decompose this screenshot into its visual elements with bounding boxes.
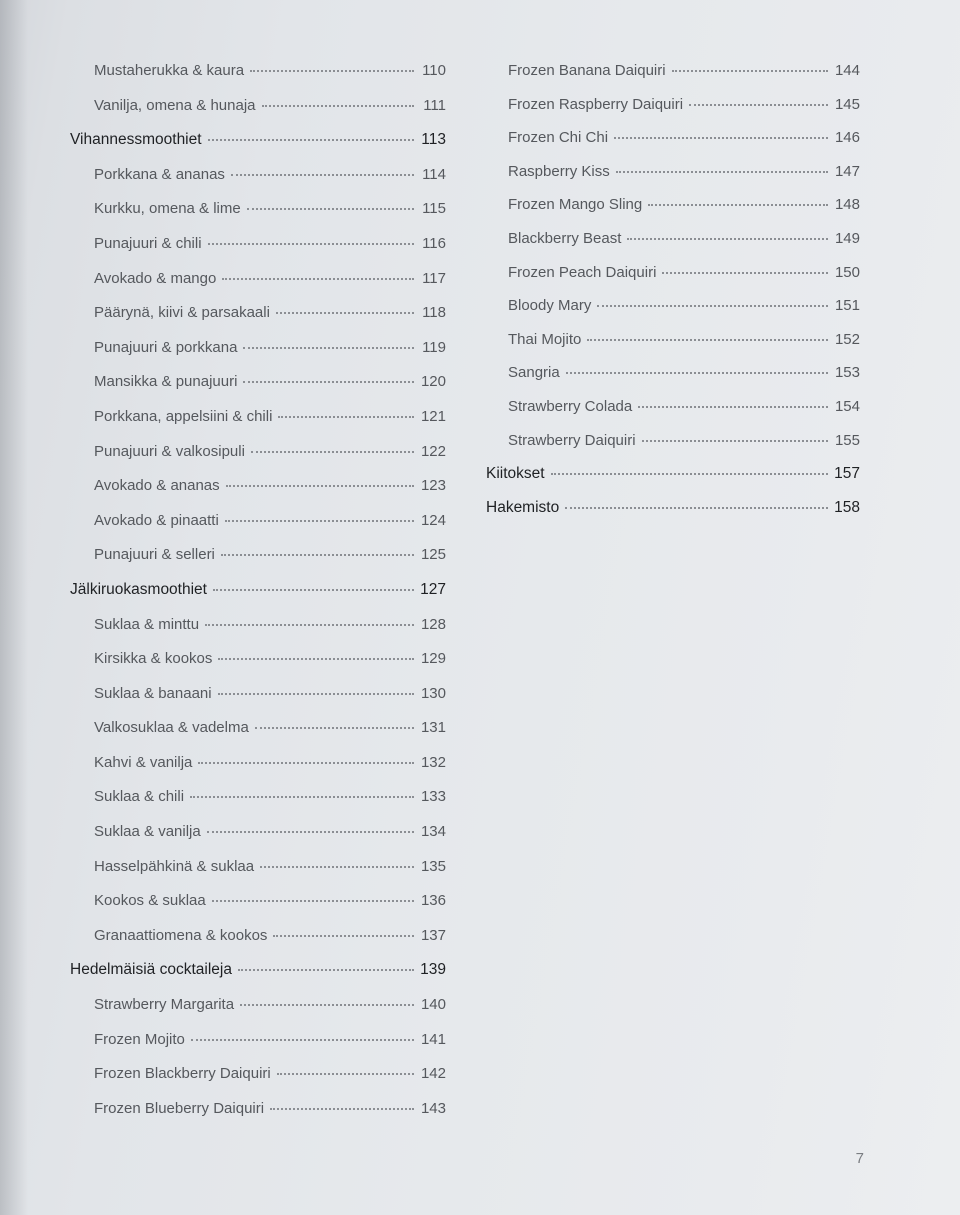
toc-entry-page: 116	[422, 234, 446, 252]
toc-entry-page: 151	[834, 297, 860, 315]
toc-entry-title: Suklaa & minttu	[94, 615, 200, 633]
toc-entry-page: 136	[420, 892, 446, 910]
toc-entry-page: 141	[420, 1030, 446, 1048]
toc-entry-page: 144	[834, 62, 860, 79]
toc-entry-punajuuri-and-selleri	[70, 546, 446, 581]
toc-entry-page: 129	[420, 650, 446, 668]
toc-entry-page: 130	[420, 684, 446, 702]
dot-leader	[642, 440, 828, 442]
toc-entry-page: 127	[420, 580, 446, 598]
toc-entry-title: Vanilja, omena & hunaja	[94, 96, 256, 114]
toc-entry-frozen-blueberry-daiquiri	[70, 1100, 446, 1135]
toc-entry-page: 149	[834, 229, 860, 247]
toc-section-vihannessmoothiet	[70, 131, 446, 166]
toc-entry-page: 153	[834, 364, 860, 382]
dot-leader	[238, 969, 414, 971]
toc-entry-page: 110	[422, 62, 446, 79]
toc-entry-suklaa-and-chili	[70, 788, 446, 823]
toc-entry-title: Jälkiruokasmoothiet	[70, 580, 207, 598]
toc-entry-kookos-and-suklaa	[70, 892, 446, 927]
toc-entry-title: Kookos & suklaa	[94, 892, 206, 910]
dot-leader	[614, 137, 828, 139]
dot-leader	[218, 658, 414, 660]
toc-entry-kurkku-omena-and-lime	[70, 200, 446, 235]
toc-entry-title: Punajuuri & chili	[94, 234, 202, 252]
toc-entry-mustaherukka-and-kaura	[70, 62, 446, 97]
toc-entry-title: Hasselpähkinä & suklaa	[94, 857, 255, 875]
toc-section-jalkiruokasmoothiet	[70, 581, 446, 616]
toc-entry-page: 113	[421, 131, 446, 149]
toc-entry-title: Porkkana, appelsiini & chili	[94, 407, 273, 425]
toc-section-hedelmaisia-cocktaileja	[70, 961, 446, 996]
toc-entry-title: Kurkku, omena & lime	[94, 200, 241, 218]
toc-entry-page: 134	[420, 823, 446, 841]
dot-leader	[276, 312, 414, 314]
toc-entry-page: 154	[834, 397, 860, 415]
toc-entry-page: 148	[834, 196, 860, 214]
toc-entry-valkosuklaa-and-vadelma	[70, 719, 446, 754]
dot-leader	[243, 381, 414, 383]
toc-entry-page: 121	[420, 407, 446, 425]
dot-leader	[251, 451, 414, 453]
toc-entry-title: Mansikka & punajuuri	[94, 373, 238, 391]
dot-leader	[638, 406, 828, 408]
toc-entry-title: Suklaa & banaani	[94, 684, 212, 702]
dot-leader	[212, 900, 414, 902]
dot-leader	[662, 272, 828, 274]
toc-entry-frozen-raspberry-daiquiri	[486, 96, 860, 130]
toc-entry-title: Suklaa & chili	[94, 788, 185, 806]
toc-entry-paaryna-kiivi-and-parsakaali	[70, 304, 446, 339]
toc-entry-page: 111	[423, 96, 446, 114]
dot-leader	[191, 1039, 414, 1041]
toc-entry-title: Avokado & ananas	[94, 477, 220, 495]
toc-entry-page: 142	[420, 1065, 446, 1083]
toc-entry-title: Frozen Peach Daiquiri	[508, 263, 657, 281]
toc-entry-page: 147	[834, 162, 860, 180]
dot-leader	[262, 105, 415, 107]
dot-leader	[205, 624, 414, 626]
toc-entry-page: 150	[834, 263, 860, 281]
dot-leader	[226, 485, 414, 487]
page-number: 7	[855, 1150, 864, 1167]
toc-left-column	[70, 62, 446, 1134]
toc-entry-page: 123	[420, 477, 446, 495]
toc-entry-title: Kiitokset	[486, 465, 545, 483]
toc-entry-title: Vihannessmoothiet	[70, 131, 202, 149]
toc-entry-title: Avokado & mango	[94, 269, 217, 287]
dot-leader	[616, 171, 828, 173]
toc-entry-blackberry-beast	[486, 230, 860, 264]
toc-entry-frozen-blackberry-daiquiri	[70, 1065, 446, 1100]
dot-leader	[222, 278, 414, 280]
toc-entry-page: 125	[420, 546, 446, 564]
toc-entry-thai-mojito	[486, 331, 860, 365]
toc-entry-kahvi-and-vanilja	[70, 754, 446, 789]
toc-section-hakemisto	[486, 499, 860, 533]
dot-leader	[260, 866, 414, 868]
dot-leader	[231, 174, 414, 176]
dot-leader	[566, 372, 828, 374]
toc-entry-avokado-and-pinaatti	[70, 512, 446, 547]
toc-entry-frozen-mango-sling	[486, 196, 860, 230]
toc-entry-title: Frozen Mojito	[94, 1030, 185, 1048]
toc-entry-page: 128	[420, 615, 446, 633]
toc-entry-title: Frozen Raspberry Daiquiri	[508, 95, 684, 113]
toc-entry-page: 137	[420, 926, 446, 944]
dot-leader	[551, 473, 828, 475]
toc-entry-page: 124	[420, 511, 446, 529]
toc-entry-strawberry-colada	[486, 398, 860, 432]
toc-entry-sangria	[486, 364, 860, 398]
dot-leader	[597, 305, 828, 307]
dot-leader	[277, 1073, 414, 1075]
toc-entry-raspberry-kiss	[486, 163, 860, 197]
dot-leader	[627, 238, 828, 240]
dot-leader	[207, 831, 414, 833]
dot-leader	[190, 796, 414, 798]
dot-leader	[587, 339, 828, 341]
toc-entry-title: Punajuuri & porkkana	[94, 338, 238, 356]
toc-entry-punajuuri-and-chili	[70, 235, 446, 270]
toc-entry-title: Suklaa & vanilja	[94, 823, 201, 841]
toc-entry-page: 122	[420, 442, 446, 460]
toc-entry-bloody-mary	[486, 297, 860, 331]
dot-leader	[255, 727, 414, 729]
toc-entry-title: Kahvi & vanilja	[94, 753, 193, 771]
toc-entry-page: 146	[834, 129, 860, 147]
toc-entry-kirsikka-and-kookos	[70, 650, 446, 685]
toc-entry-frozen-peach-daiquiri	[486, 264, 860, 298]
toc-entry-title: Kirsikka & kookos	[94, 650, 213, 668]
toc-entry-title: Avokado & pinaatti	[94, 511, 219, 529]
dot-leader	[672, 70, 828, 72]
toc-entry-vanilja-omena-and-hunaja	[70, 97, 446, 132]
toc-entry-title: Strawberry Margarita	[94, 996, 235, 1014]
toc-entry-porkkana-and-ananas	[70, 166, 446, 201]
toc-entry-page: 133	[420, 788, 446, 806]
toc-entry-title: Raspberry Kiss	[508, 162, 610, 180]
dot-leader	[565, 507, 828, 509]
dot-leader	[218, 693, 414, 695]
toc-entry-suklaa-and-banaani	[70, 685, 446, 720]
toc-entry-title: Frozen Banana Daiquiri	[508, 62, 666, 79]
toc-entry-title: Strawberry Colada	[508, 397, 633, 415]
toc-entry-page: 135	[420, 857, 446, 875]
toc-entry-page: 118	[422, 304, 446, 322]
toc-entry-page: 139	[420, 961, 446, 979]
dot-leader	[198, 762, 414, 764]
toc-entry-page: 157	[834, 465, 860, 483]
toc-entry-title: Porkkana & ananas	[94, 165, 225, 183]
toc-entry-strawberry-margarita	[70, 996, 446, 1031]
toc-entry-page: 155	[834, 431, 860, 449]
toc-entry-title: Frozen Chi Chi	[508, 129, 609, 147]
dot-leader	[243, 347, 414, 349]
toc-entry-title: Hedelmäisiä cocktaileja	[70, 961, 232, 979]
toc-entry-title: Bloody Mary	[508, 297, 592, 315]
toc-entry-punajuuri-and-porkkana	[70, 339, 446, 374]
toc-entry-avokado-and-mango	[70, 270, 446, 305]
toc-entry-title: Sangria	[508, 364, 560, 382]
dot-leader	[273, 935, 414, 937]
toc-entry-page: 131	[420, 719, 446, 737]
toc-entry-page: 152	[834, 330, 860, 348]
toc-entry-page: 145	[834, 95, 860, 113]
toc-entry-title: Mustaherukka & kaura	[94, 62, 245, 79]
toc-entry-title: Punajuuri & valkosipuli	[94, 442, 245, 460]
toc-entry-title: Päärynä, kiivi & parsakaali	[94, 304, 270, 322]
toc-entry-mansikka-and-punajuuri	[70, 373, 446, 408]
toc-entry-title: Strawberry Daiquiri	[508, 431, 636, 449]
toc-entry-page: 119	[422, 338, 446, 356]
dot-leader	[247, 208, 414, 210]
toc-entry-page: 115	[422, 200, 446, 218]
toc-entry-title: Frozen Mango Sling	[508, 196, 643, 214]
toc-entry-page: 143	[420, 1099, 446, 1117]
toc-entry-title: Blackberry Beast	[508, 229, 622, 247]
toc-entry-page: 132	[420, 753, 446, 771]
dot-leader	[221, 554, 414, 556]
dot-leader	[208, 243, 414, 245]
toc-entry-title: Granaattiomena & kookos	[94, 926, 268, 944]
toc-entry-title: Thai Mojito	[508, 330, 582, 348]
toc-entry-suklaa-and-vanilja	[70, 823, 446, 858]
toc-entry-avokado-and-ananas	[70, 477, 446, 512]
toc-entry-title: Hakemisto	[486, 498, 560, 516]
toc-entry-page: 117	[422, 269, 446, 287]
toc-entry-title: Frozen Blackberry Daiquiri	[94, 1065, 271, 1083]
toc-entry-page: 120	[420, 373, 446, 391]
toc-entry-granaattiomena-and-kookos	[70, 927, 446, 962]
dot-leader	[240, 1004, 414, 1006]
dot-leader	[689, 104, 828, 106]
toc-entry-porkkana-appelsiini-and-chili	[70, 408, 446, 443]
toc-entry-page: 114	[422, 165, 446, 183]
dot-leader	[213, 589, 414, 591]
dot-leader	[225, 520, 414, 522]
toc-entry-title: Valkosuklaa & vadelma	[94, 719, 249, 737]
toc-entry-frozen-banana-daiquiri	[486, 62, 860, 96]
toc-entry-frozen-chi-chi	[486, 129, 860, 163]
toc-entry-title: Frozen Blueberry Daiquiri	[94, 1099, 265, 1117]
dot-leader	[208, 139, 414, 141]
dot-leader	[648, 204, 828, 206]
toc-entry-page: 140	[420, 996, 446, 1014]
toc-section-kiitokset	[486, 465, 860, 499]
toc-entry-punajuuri-and-valkosipuli	[70, 443, 446, 478]
dot-leader	[278, 416, 414, 418]
toc-entry-strawberry-daiquiri	[486, 432, 860, 466]
toc-entry-title: Punajuuri & selleri	[94, 546, 215, 564]
toc-entry-frozen-mojito	[70, 1031, 446, 1066]
dot-leader	[250, 70, 414, 72]
toc-entry-hasselpahkina-and-suklaa	[70, 858, 446, 893]
toc-entry-suklaa-and-minttu	[70, 616, 446, 651]
dot-leader	[270, 1108, 414, 1110]
toc-right-column	[486, 62, 860, 532]
toc-entry-page: 158	[834, 498, 860, 516]
